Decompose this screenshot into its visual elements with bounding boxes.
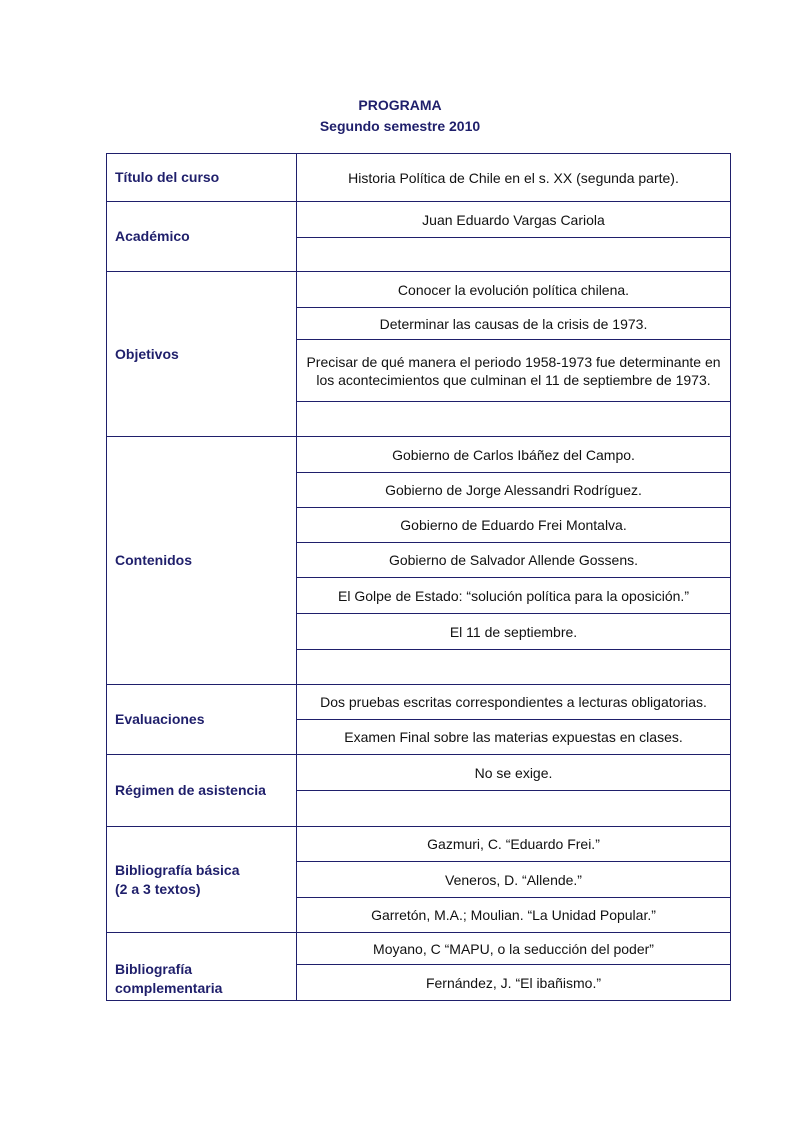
row-titulo [107, 154, 731, 202]
row-objetivos [107, 272, 731, 308]
value-contenido-5: El Golpe de Estado: “solución política para la oposición.” [297, 578, 731, 614]
label-bib-basica-line1: Bibliografía básica [115, 861, 240, 878]
value-contenido-1: Gobierno de Carlos Ibáñez del Campo. [297, 437, 731, 473]
label-titulo: Título del curso [107, 154, 297, 202]
value-evaluacion-2: Examen Final sobre las materias expuestas en clases. [297, 720, 731, 755]
label-evaluaciones: Evaluaciones [107, 685, 297, 755]
page-subtitle: Segundo semestre 2010 [319, 118, 481, 134]
label-contenidos: Contenidos [107, 437, 297, 685]
value-contenido-6: El 11 de septiembre. [297, 614, 731, 650]
page-title: PROGRAMA [358, 97, 442, 113]
value-contenido-2: Gobierno de Jorge Alessandri Rodríguez. [297, 473, 731, 508]
value-bib-complementaria-2: Fernández, J. “El ibañismo.” [297, 965, 731, 1001]
label-bib-basica-line2: (2 a 3 textos) [115, 880, 201, 897]
value-bib-basica-1: Gazmuri, C. “Eduardo Frei.” [297, 827, 731, 862]
row-academico [107, 202, 731, 238]
label-objetivos: Objetivos [107, 272, 297, 437]
row-evaluaciones [107, 685, 731, 720]
row-bib-basica [107, 827, 731, 862]
value-academico: Juan Eduardo Vargas Cariola [297, 202, 731, 238]
value-bib-basica-3: Garretón, M.A.; Moulian. “La Unidad Popular.” [297, 898, 731, 933]
row-contenidos [107, 437, 731, 473]
row-bib-complementaria [107, 933, 731, 965]
value-objetivo-2: Determinar las causas de la crisis de 1973. [297, 308, 731, 340]
value-objetivo-1: Conocer la evolución política chilena. [297, 272, 731, 308]
value-asistencia: No se exige. [297, 755, 731, 791]
label-bib-basica [107, 827, 297, 933]
value-asistencia-empty [297, 791, 731, 827]
label-asistencia: Régimen de asistencia [107, 755, 297, 827]
value-objetivo-empty [297, 402, 731, 437]
value-bib-basica-2: Veneros, D. “Allende.” [297, 862, 731, 898]
value-contenido-empty [297, 650, 731, 685]
label-bib-complementaria-line2: complementaria [115, 980, 223, 996]
value-titulo: Historia Política de Chile en el s. XX (segunda parte). [297, 154, 731, 202]
label-bib-complementaria [107, 933, 297, 1001]
program-table [106, 153, 731, 1001]
value-evaluacion-1: Dos pruebas escritas correspondientes a lecturas obligatorias. [297, 685, 731, 720]
value-academico-empty [297, 238, 731, 272]
label-bib-complementaria-line1: Bibliografía [115, 961, 193, 977]
label-academico: Académico [107, 202, 297, 272]
value-contenido-3: Gobierno de Eduardo Frei Montalva. [297, 508, 731, 543]
value-bib-complementaria-1: Moyano, C “MAPU, o la seducción del poder” [297, 933, 731, 965]
row-asistencia [107, 755, 731, 791]
value-contenido-4: Gobierno de Salvador Allende Gossens. [297, 543, 731, 578]
value-objetivo-3: Precisar de qué manera el periodo 1958-1973 fue determinante en los acontecimientos que culminan el 11 de septiembre de 1973. [297, 340, 731, 402]
